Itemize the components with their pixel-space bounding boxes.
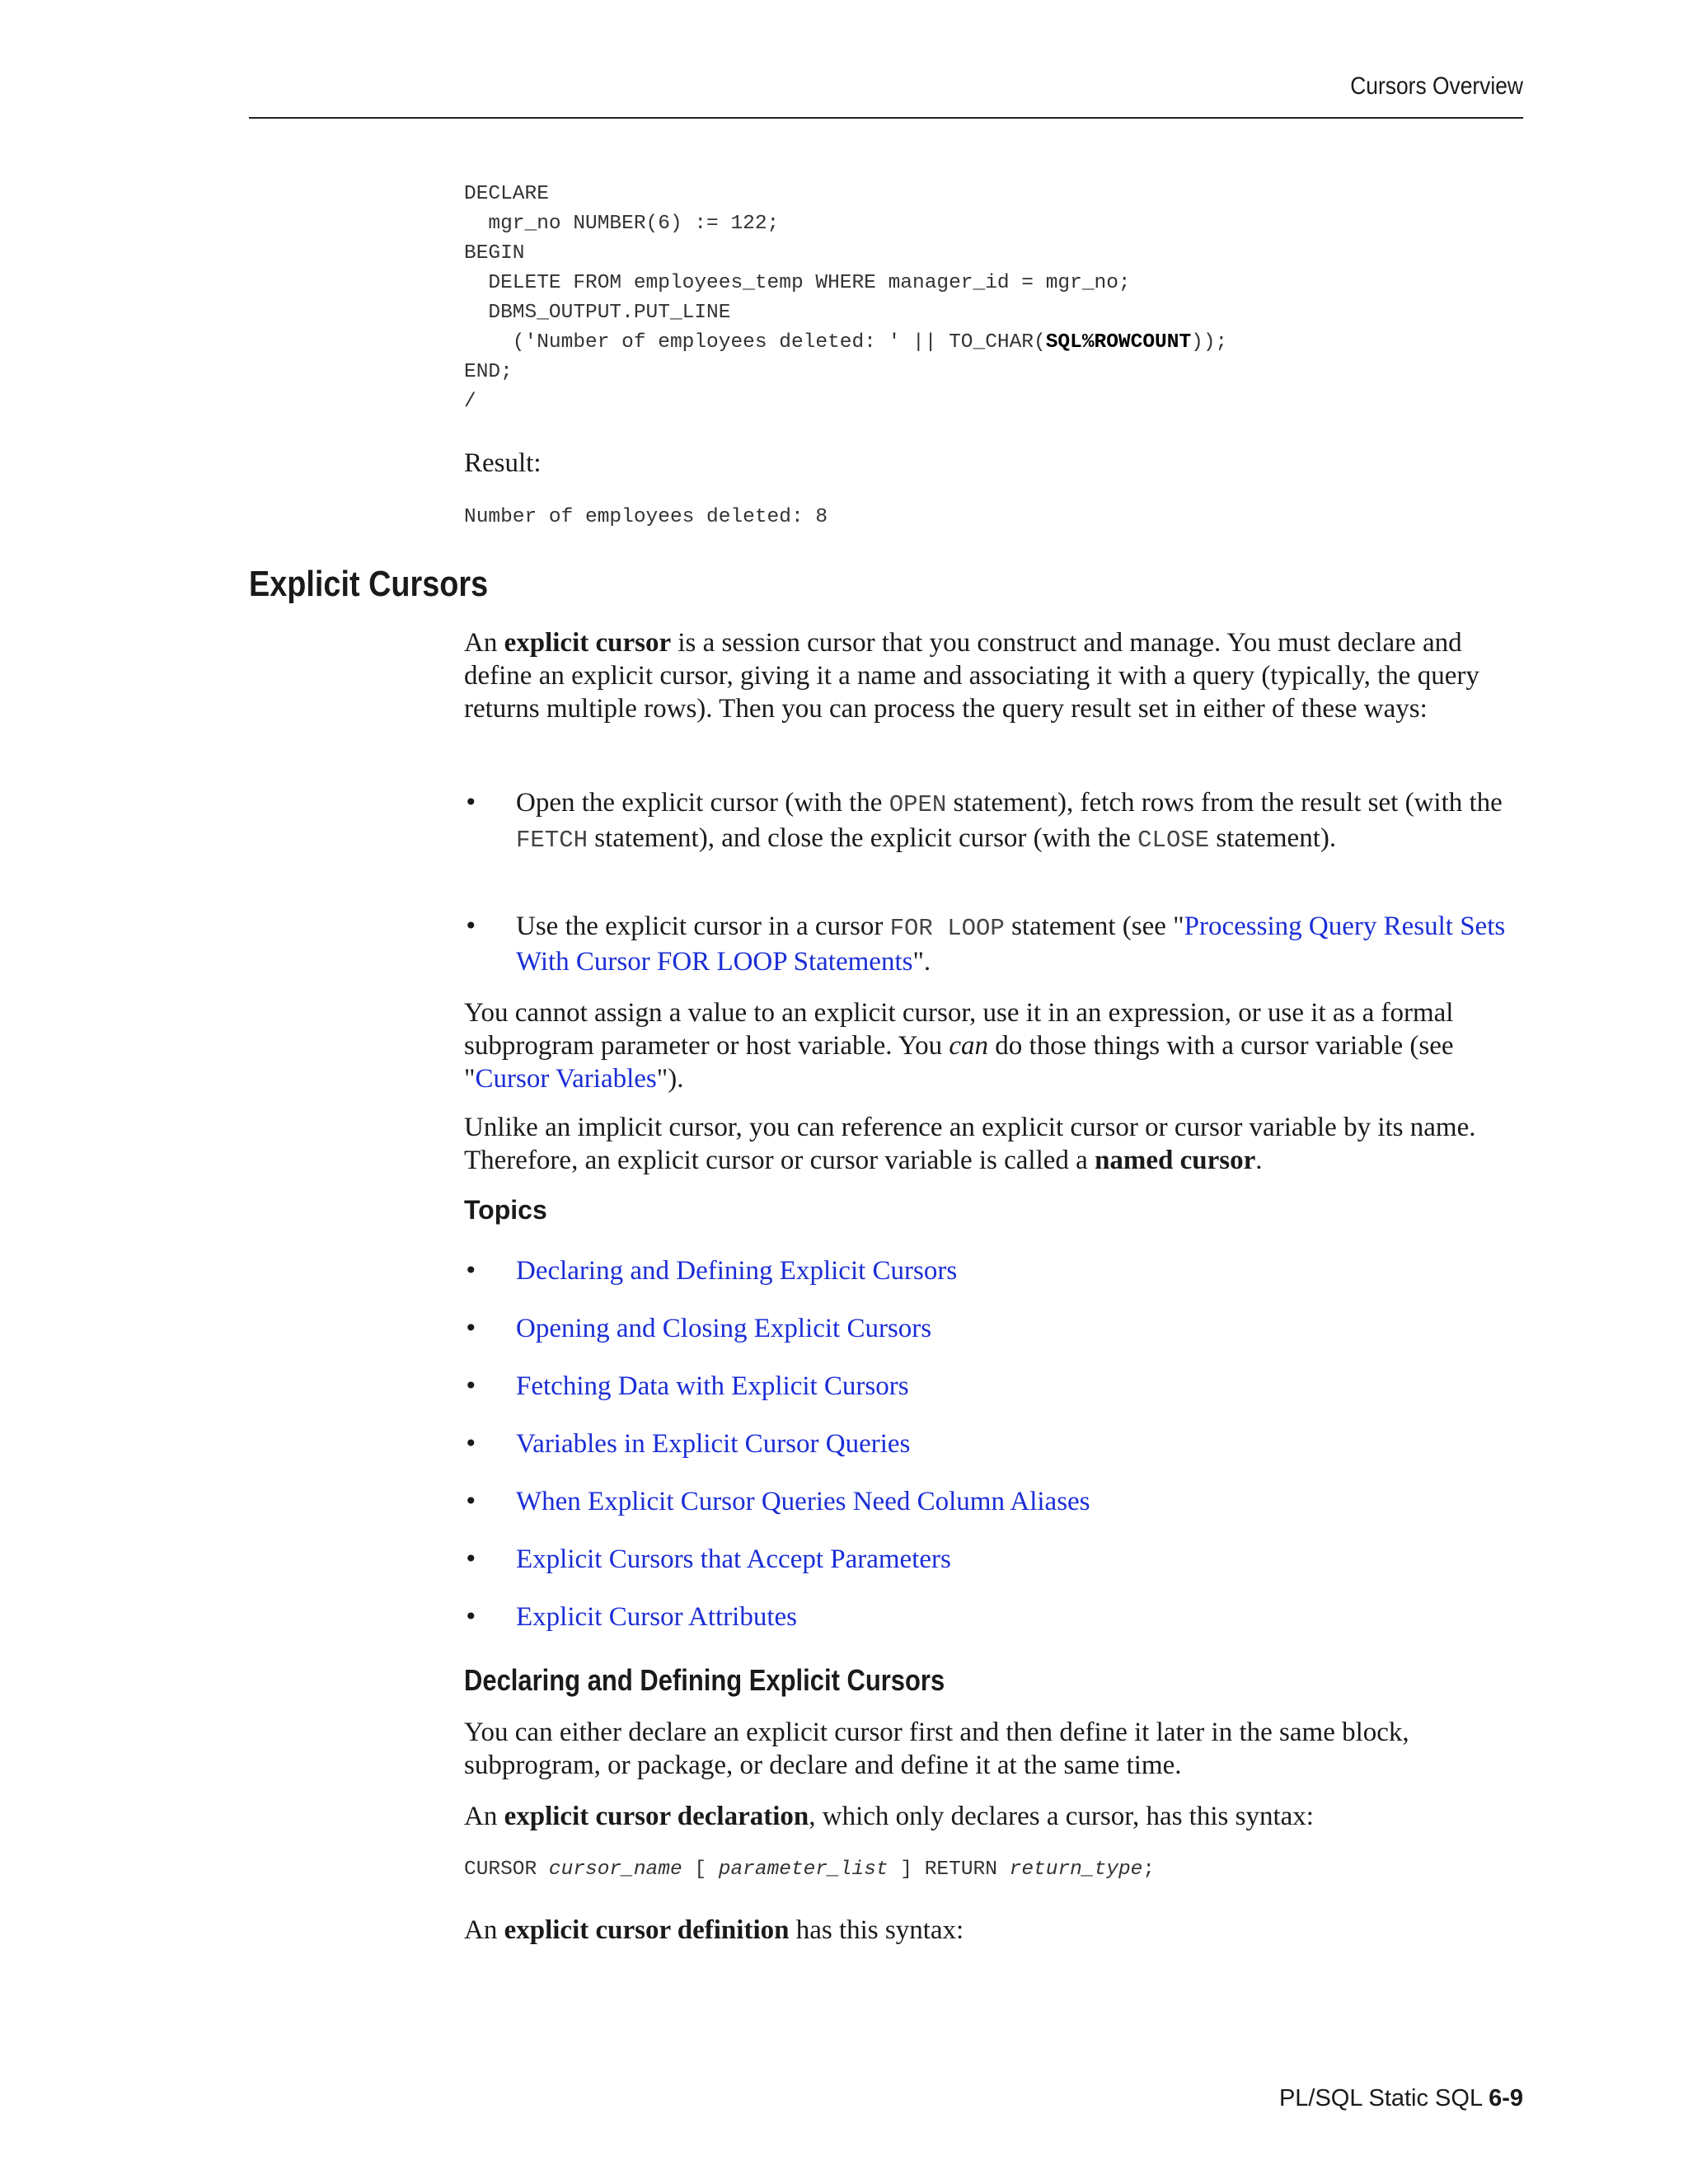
bullet-icon: • (464, 1315, 478, 1342)
topic-link[interactable]: Fetching Data with Explicit Cursors (516, 1371, 909, 1401)
code-text: [ (682, 1858, 719, 1881)
code-highlight: SQL%ROWCOUNT (1045, 331, 1192, 354)
list-item-text (516, 910, 1526, 978)
paragraph-assign (464, 996, 1527, 1095)
code-line: )); (1191, 331, 1228, 354)
text: ". (912, 947, 931, 977)
list-item-text (516, 786, 1526, 857)
intro-paragraph (464, 626, 1527, 725)
paragraph-declare: You can either declare an explicit cursor first and then define it later in the same block, subprogram, or package, or declare and define it at the same time. (464, 1718, 1409, 1780)
subsection-heading: Declaring and Defining Explicit Cursors (464, 1663, 945, 1697)
text: statement), and close the explicit cursor (with the (588, 823, 1138, 853)
footer-book-title: PL/SQL Static SQL (1278, 2085, 1489, 2111)
code-line: DBMS_OUTPUT.PUT_LINE (464, 302, 731, 324)
term-named-cursor: named cursor (1095, 1146, 1256, 1175)
text: An (464, 1802, 504, 1831)
placeholder: cursor_name (548, 1858, 682, 1881)
text: An (464, 1915, 504, 1945)
bullet-icon: • (464, 912, 478, 940)
bullet-icon: • (464, 1372, 478, 1399)
bullet-icon: • (464, 1430, 478, 1457)
code-keyword: CLOSE (1137, 827, 1210, 854)
code-example (464, 180, 1227, 417)
code-keyword: CURSOR (464, 1858, 549, 1881)
paragraph-named-cursor (464, 1111, 1527, 1177)
paragraph-definition (464, 1914, 1527, 1947)
text: An (464, 628, 504, 658)
placeholder: return_type (1009, 1858, 1143, 1881)
text: do those things with a cursor variable (see " (464, 1031, 1454, 1094)
paragraph-declaration (464, 1800, 1527, 1833)
code-keyword: FOR LOOP (889, 915, 1005, 942)
code-line: DECLARE (464, 183, 549, 205)
header-divider (249, 117, 1523, 119)
bullet-icon: • (464, 1545, 478, 1572)
topic-link[interactable]: Explicit Cursor Attributes (516, 1602, 797, 1632)
bullet-icon: • (464, 1488, 478, 1515)
bullet-icon: • (464, 1603, 478, 1630)
term-cursor-declaration: explicit cursor declaration (504, 1802, 809, 1831)
bullet-icon: • (464, 1257, 478, 1284)
placeholder: parameter_list (718, 1858, 889, 1881)
code-line: END; (464, 361, 513, 383)
term-explicit-cursor: explicit cursor (504, 628, 672, 658)
text: Use the explicit cursor in a cursor (516, 912, 890, 941)
topic-link[interactable]: When Explicit Cursor Queries Need Column Aliases (516, 1487, 1090, 1516)
page-number: 6-9 (1489, 2085, 1523, 2111)
text: is a session cursor that you construct and manage. You must declare and define an explicit cursor, giving it a name and associating it with a query (typically, the query returns multiple rows). Then you can process the query result set in either of these ways: (464, 628, 1479, 724)
topic-link[interactable]: Declaring and Defining Explicit Cursors (516, 1256, 958, 1286)
section-heading: Explicit Cursors (249, 564, 489, 604)
topic-link[interactable]: Explicit Cursors that Accept Parameters (516, 1544, 951, 1574)
text: statement (see " (1004, 912, 1184, 941)
text: has this syntax: (789, 1915, 964, 1945)
text: You cannot assign a value to an explicit cursor, use it in an expression, or use it as a formal subprogram parameter or host variable. You (464, 998, 1454, 1061)
text: statement). (1209, 823, 1337, 853)
code-line: ('Number of employees deleted: ' || TO_CHAR( (464, 331, 1046, 354)
text: Open the explicit cursor (with the (516, 788, 889, 818)
code-text: ; (1142, 1858, 1156, 1881)
link-processing-query-result-sets[interactable]: Processing Query Result Sets With Cursor FOR LOOP Statements (516, 912, 1506, 977)
topic-link[interactable]: Variables in Explicit Cursor Queries (516, 1429, 911, 1459)
text: "). (656, 1064, 684, 1094)
code-line: DELETE FROM employees_temp WHERE manager_id = mgr_no; (464, 272, 1131, 294)
topics-label: Topics (464, 1195, 547, 1225)
emphasis: can (949, 1031, 989, 1061)
code-text: ] RETURN (888, 1858, 1010, 1881)
bullet-icon: • (464, 789, 478, 816)
result-output: Number of employees deleted: 8 (464, 506, 828, 528)
code-keyword: OPEN (889, 791, 947, 818)
topic-link[interactable]: Opening and Closing Explicit Cursors (516, 1314, 932, 1343)
code-line: / (464, 391, 476, 413)
link-cursor-variables[interactable]: Cursor Variables (475, 1064, 657, 1094)
code-line: BEGIN (464, 242, 525, 265)
text: statement), fetch rows from the result set (with the (946, 788, 1503, 818)
text: Unlike an implicit cursor, you can reference an explicit cursor or cursor variable by its name. Therefore, an explicit cursor or cursor variable is called a (464, 1113, 1476, 1175)
code-keyword: FETCH (516, 827, 588, 854)
running-header: Cursors Overview (1350, 73, 1523, 100)
text: . (1255, 1146, 1263, 1175)
page-footer (1071, 2085, 1523, 2112)
result-label: Result: (464, 448, 542, 478)
syntax-declaration (464, 1855, 1155, 1885)
code-line: mgr_no NUMBER(6) := 122; (464, 213, 780, 235)
term-cursor-definition: explicit cursor definition (504, 1915, 790, 1945)
text: , which only declares a cursor, has this syntax: (809, 1802, 1314, 1831)
